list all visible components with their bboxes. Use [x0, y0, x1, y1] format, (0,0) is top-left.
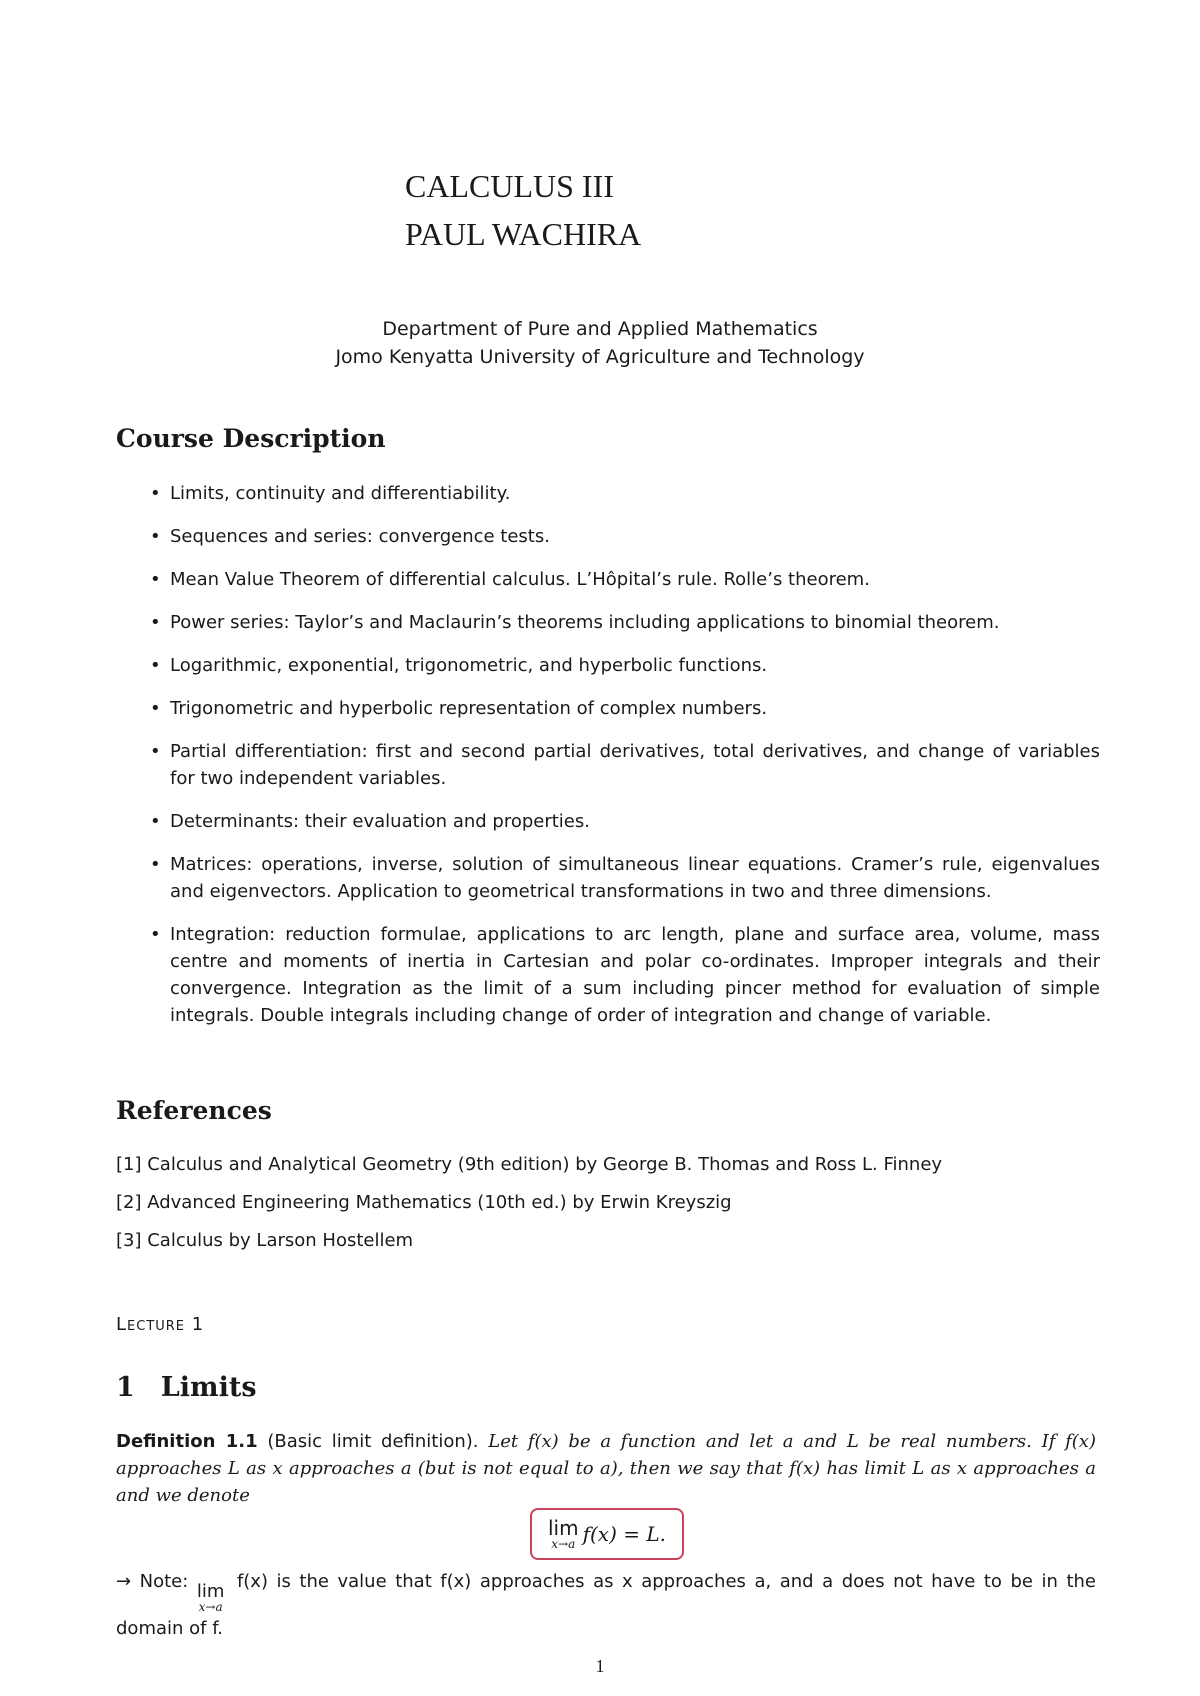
list-item: • Mean Value Theorem of differential calculus. L’Hôpital’s rule. Rolle’s theorem.: [150, 566, 1100, 593]
reference-item: [2] Advanced Engineering Mathematics (10th ed.) by Erwin Kreyszig: [116, 1192, 732, 1213]
department-line: Department of Pure and Applied Mathematics: [382, 318, 818, 340]
lecture-label: Lecture 1: [116, 1314, 205, 1335]
references-list: [116, 1154, 1096, 1268]
limit-formula-box: [530, 1508, 684, 1560]
course-description-list: [150, 480, 1100, 1045]
list-item: • Power series: Taylor’s and Maclaurin’s theorems including applications to binomial theorem.: [150, 609, 1100, 636]
section-title: Limits: [160, 1372, 257, 1403]
document-author: PAUL WACHIRA: [405, 216, 642, 252]
references-heading: References: [116, 1096, 272, 1125]
note-limit-word: lim: [196, 1581, 225, 1602]
note-paragraph: [116, 1566, 1096, 1645]
definition-label: Definition 1.1: [116, 1431, 258, 1452]
definition-text: Let f(x) be a function and let a and L be real numbers. If f(x) approaches L as x approaches a (but is not equal to a), then we say that f(x) has limit L as x approaches a and we denote: [116, 1431, 1096, 1506]
note-limit-operator: [197, 1583, 225, 1613]
limit-rhs-text: f(x) = L.: [582, 1522, 666, 1546]
limit-word: lim: [547, 1516, 579, 1540]
list-item: • Limits, continuity and differentiability.: [150, 480, 1100, 507]
university-line: Jomo Kenyatta University of Agriculture and Technology: [335, 346, 865, 368]
reference-item: [1] Calculus and Analytical Geometry (9th edition) by George B. Thomas and Ross L. Finney: [116, 1154, 943, 1175]
note-prefix: → Note:: [116, 1571, 189, 1592]
reference-item: [3] Calculus by Larson Hostellem: [116, 1230, 414, 1251]
list-item: • Trigonometric and hyperbolic representation of complex numbers.: [150, 695, 1100, 722]
document-title: CALCULUS III: [405, 168, 614, 204]
section-heading: [116, 1372, 257, 1403]
page-number: 1: [595, 1656, 605, 1676]
list-item: • Logarithmic, exponential, trigonometric, and hyperbolic functions.: [150, 652, 1100, 679]
list-item: • Integration: reduction formulae, applications to arc length, plane and surface area, volume, mass centre and moments of inertia in Cartesian and polar co-ordinates. Improper integrals and their convergence. Integration as the limit of a sum including pincer method for evaluation of simple integrals. Double integrals including change of order of integration and change of variable.: [150, 921, 1100, 1029]
note-text: f(x) is the value that f(x) approaches as x approaches a, and a does not have to be in the domain of f.: [116, 1571, 1096, 1639]
list-item: • Matrices: operations, inverse, solution of simultaneous linear equations. Cramer’s rule, eigenvalues and eigenvectors. Application to geometrical transformations in two and three dimensions.: [150, 851, 1100, 905]
note-limit-subscript: x→a: [198, 1600, 223, 1614]
definition-name: (Basic limit definition).: [267, 1431, 479, 1452]
course-description-heading: Course Description: [116, 424, 386, 453]
list-item: • Partial differentiation: first and second partial derivatives, total derivatives, and change of variables for two independent variables.: [150, 738, 1100, 792]
limit-operator: [548, 1518, 579, 1550]
limit-rhs: [583, 1522, 666, 1546]
list-item: • Sequences and series: convergence tests.: [150, 523, 1100, 550]
definition-block: [116, 1428, 1096, 1509]
limit-subscript: x→a: [551, 1537, 576, 1551]
section-number: 1: [116, 1372, 135, 1403]
list-item: • Determinants: their evaluation and properties.: [150, 808, 1100, 835]
